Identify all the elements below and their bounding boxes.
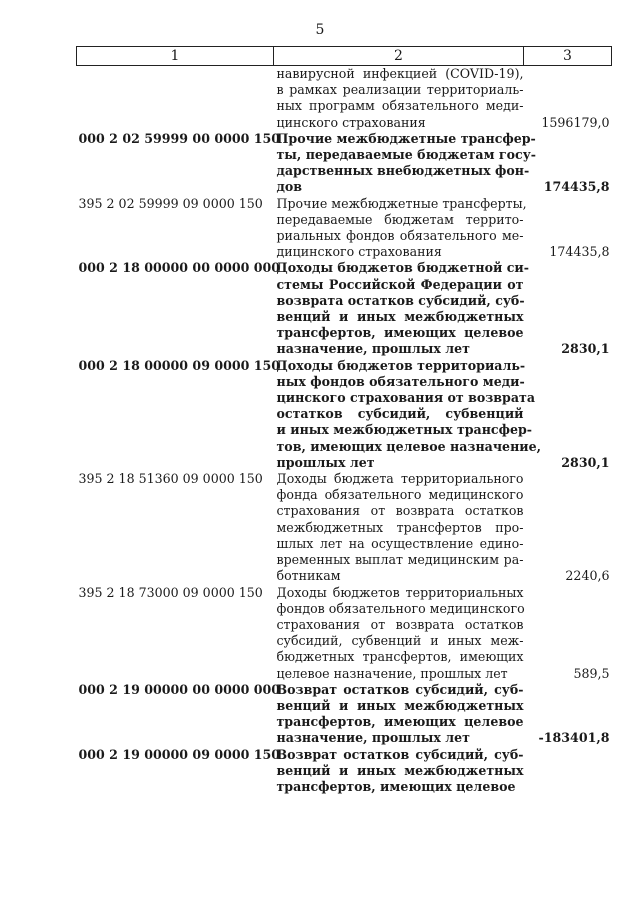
income-name-line: субсидий, субвенций и иных меж-	[276, 633, 524, 649]
income-name-line: навирусной инфекцией (COVID-19),	[276, 66, 524, 81]
budget-code: 000 2 19 00000 00 0000 000	[78, 681, 281, 697]
income-name-line: Прочие межбюджетные трансферты,	[276, 195, 527, 211]
amount-value: 174435,8	[549, 244, 610, 260]
budget-code: 395 2 18 51360 09 0000 150	[78, 471, 263, 487]
income-name-line: передаваемые бюджетам террито-	[276, 211, 524, 227]
income-name	[274, 260, 530, 357]
column-header-3: 3	[524, 47, 612, 66]
income-name-line: и иных межбюджетных трансфер-	[276, 422, 533, 438]
income-name	[274, 747, 524, 796]
amount-value	[524, 747, 612, 796]
income-name-line: назначение, прошлых лет	[276, 341, 470, 357]
income-name-line: Доходы бюджетов территориаль-	[276, 357, 526, 373]
income-name	[274, 357, 542, 471]
income-name-line: страхования от возврата остатков	[276, 616, 524, 632]
table-row	[77, 196, 612, 261]
income-name	[274, 195, 527, 261]
income-name-line: Возврат остатков субсидий, суб-	[276, 746, 524, 762]
table-row	[77, 682, 612, 747]
table-row	[77, 260, 612, 357]
column-number-row	[77, 47, 612, 66]
budget-code: 000 2 18 00000 00 0000 000	[78, 260, 281, 276]
income-name-line: Доходы бюджетов территориальных	[276, 584, 524, 600]
page-number: 5	[315, 22, 325, 38]
income-name-line: остатков субсидий, субвенций	[276, 406, 524, 422]
income-name-line: фондов обязательного медицинского	[276, 600, 525, 616]
income-name-line: цинского страхования от возврата	[276, 390, 535, 406]
budget-code: 000 2 18 00000 09 0000 150	[78, 357, 281, 373]
income-name-line: дицинского страхования	[276, 244, 442, 260]
income-name-line: ботникам	[276, 568, 341, 584]
income-name-line: Доходы бюджета территориального	[276, 471, 524, 487]
budget-code: 000 2 19 00000 09 0000 150	[78, 746, 281, 762]
income-name-line: назначение, прошлых лет	[276, 730, 470, 746]
income-name-line: венций и иных межбюджетных	[276, 697, 524, 713]
income-name-line: цинского страхования	[276, 114, 426, 130]
income-name-line: риальных фондов обязательного ме-	[276, 228, 524, 244]
amount-value: 2830,1	[561, 341, 610, 357]
income-name-line: шлых лет на осуществление едино-	[276, 535, 524, 551]
table-row	[77, 358, 612, 471]
income-name-line: дарственных внебюджетных фон-	[276, 163, 530, 179]
table-row	[77, 747, 612, 796]
income-name-line: Возврат остатков субсидий, суб-	[276, 681, 524, 697]
income-name-line: страхования от возврата остатков	[276, 503, 524, 519]
amount-value: 2240,6	[565, 568, 610, 584]
income-name-line: венций и иных межбюджетных	[276, 762, 524, 778]
table-row	[77, 471, 612, 584]
income-name	[274, 585, 524, 682]
income-name	[274, 682, 524, 747]
income-name-line: стемы Российской Федерации от	[276, 276, 524, 292]
income-name-line: ты, передаваемые бюджетам госу-	[276, 147, 536, 163]
column-header-1: 1	[77, 47, 274, 66]
income-name-line: дов	[276, 179, 303, 195]
income-name-line: ных программ обязательного меди-	[276, 98, 524, 114]
table-row	[77, 66, 612, 131]
income-name	[274, 471, 524, 584]
income-name-line: трансфертов, имеющих целевое	[276, 778, 516, 794]
income-name-line: межбюджетных трансфертов про-	[276, 519, 524, 535]
income-name	[274, 130, 536, 196]
amount-value: 589,5	[573, 665, 610, 681]
column-header-2: 2	[274, 47, 524, 66]
budget-code: 395 2 02 59999 09 0000 150	[78, 195, 263, 211]
amount-value: 2830,1	[561, 454, 610, 470]
income-name-line: бюджетных трансфертов, имеющих	[276, 649, 524, 665]
income-name-line: прошлых лет	[276, 454, 375, 470]
income-name-line: в рамках реализации территориаль-	[276, 82, 524, 98]
budget-code: 395 2 18 73000 09 0000 150	[78, 584, 263, 600]
income-name-line: Прочие межбюджетные трансфер-	[276, 130, 536, 146]
budget-code: 000 2 02 59999 00 0000 150	[78, 130, 281, 146]
amount-value: -183401,8	[538, 730, 610, 746]
income-name-line: ных фондов обязательного меди-	[276, 373, 525, 389]
income-name-line: возврата остатков субсидий, суб-	[276, 292, 525, 308]
income-name-line: Доходы бюджетов бюджетной си-	[276, 260, 530, 276]
income-name-line: трансфертов, имеющих целевое	[276, 714, 524, 730]
income-name-line: целевое назначение, прошлых лет	[276, 665, 508, 681]
income-name-line: венций и иных межбюджетных	[276, 309, 524, 325]
budget-table	[76, 46, 612, 795]
table-row	[77, 585, 612, 682]
income-name-line: трансфертов, имеющих целевое	[276, 325, 524, 341]
income-name-line: временных выплат медицинским ра-	[276, 552, 524, 568]
table-row	[77, 131, 612, 196]
income-name-line: тов, имеющих целевое назначение,	[276, 438, 542, 454]
table-body	[77, 66, 612, 796]
income-name-line: фонда обязательного медицинского	[276, 487, 524, 503]
amount-value: 1596179,0	[541, 114, 610, 130]
budget-code	[77, 66, 274, 131]
amount-value: 174435,8	[543, 179, 610, 195]
income-name	[274, 66, 524, 131]
